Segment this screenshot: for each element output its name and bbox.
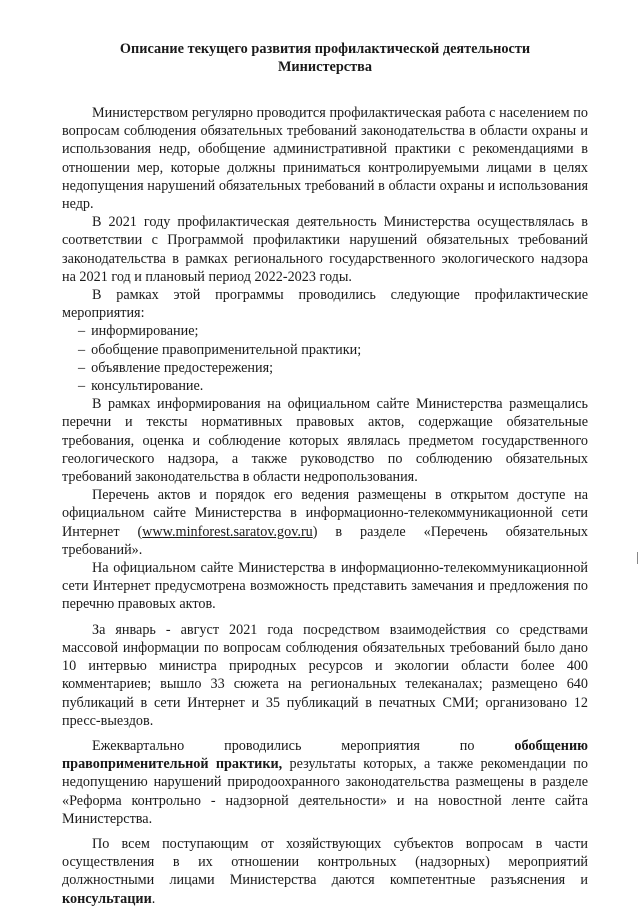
paragraph-program-measures: В рамках этой программы проводились следующие профилактические мероприятия: <box>62 287 588 322</box>
list-item: – обобщение правоприменительной практики; <box>78 341 362 358</box>
paragraph-generalization: Ежеквартально проводились мероприятия по обобщению правоприменительной практики, результаты которых, а также рекомендации по недопущению нарушений природоохранного законодательства размещены в разделе «Реформа контрольно - надзорной деятельности» и на новостной ленте сайта Министерства. <box>62 737 588 827</box>
list-item: – информирование; <box>78 323 199 340</box>
scan-edge-mark <box>637 552 638 564</box>
paragraph-feedback: На официальном сайте Министерства в информационно-телекоммуникационной сети Интернет предусмотрена возможность представить замечания и предложения по перечню правовых актов. <box>62 560 588 613</box>
bold-consultation-text: консультации <box>62 890 152 907</box>
paragraph-media: За январь - август 2021 года посредством взаимодействия со средствами массовой информации по вопросам соблюдения обязательных требований было дано 10 интервью министра природных ресурсов и экологии области более 400 комментариев; вышло 33 сюжета на региональных телеканалах; размещено 640 публикаций в сети Интернет и 35 публикаций в печатных СМИ; организовано 12 пресс-выездов. <box>62 621 588 729</box>
paragraph-2021-activity: В 2021 году профилактическая деятельность Министерства осуществлялась в соответствии с Программой профилактики нарушений обязательных требований законодательства в рамках регионального государственного экологического надзора на 2021 год и плановый период 2022-2023 годы. <box>62 214 588 285</box>
measures-list <box>62 322 588 395</box>
title-line-1: Описание текущего развития профилактической деятельности <box>119 41 531 57</box>
list-item: – консультирование. <box>78 378 204 395</box>
title-line-2: Министерства <box>277 59 373 75</box>
document-page <box>62 40 588 908</box>
paragraph-prevention-work: Министерством регулярно проводится профилактическая работа с населением по вопросам соблюдения обязательных требований законодательства в области охраны и использования недр, обобщение административной практики с рекомендациями в отношении мер, которые должны приниматься контролируемыми лицами в целях недопущения нарушений обязательных требований в области охраны и использования недр. <box>62 105 588 213</box>
paragraph-informing: В рамках информирования на официальном сайте Министерства размещались перечни и тексты нормативных правовых актов, содержащие обязательные требования, оценка и соблюдение которых являлась предметом государственного геологического надзора, а также руководство по соблюдению обязательных требований законодательства в области недропользования. <box>62 396 588 486</box>
document-title <box>62 40 588 76</box>
bold-generalization-text: обобщению правоприменительной практики, <box>62 737 588 773</box>
website-link[interactable]: www.minforest.saratov.gov.ru <box>142 523 313 540</box>
paragraph-acts-list: Перечень актов и порядок его ведения размещены в открытом доступе на официальном сайте Министерства в информационно-телекоммуникационной сети Интернет (www.minforest.saratov.gov.ru) в разделе «Перечень обязательных требований». <box>62 487 588 558</box>
list-item: – объявление предостережения; <box>78 359 274 376</box>
paragraph-consultation: По всем поступающим от хозяйствующих субъектов вопросам в части осуществления в их отношении контрольных (надзорных) мероприятий должностными лицами Министерства даются компетентные разъяснения и консультации. <box>62 835 588 907</box>
document-body <box>62 104 588 908</box>
